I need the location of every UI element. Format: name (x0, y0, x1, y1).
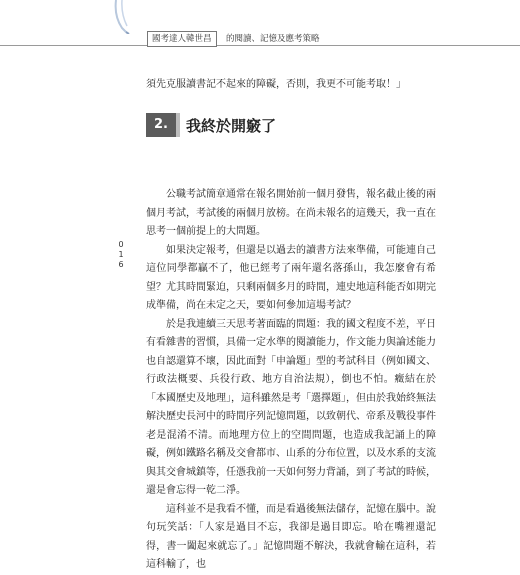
paragraph: 公職考試簡章通常在報名開始前一個月發售，報名截止後的兩個月考試，考試後的兩個月放榜。在尚未報名的這幾天，我一直在思考一個前提上的大問題。 (146, 189, 436, 237)
section-title: 我終於開竅了 (186, 117, 277, 135)
paragraph: 如果決定報考，但還是以過去的讀書方法來準備，可能連自己這位同學都贏不了，他已經考了兩年還名落孫山，我怎麼會有希望？尤其時間緊迫，只剩兩個多月的時間，連史地這科能否如期完成準備，尚在未定之天，要如何參加這場考試？ (146, 244, 436, 311)
intro-text-block (146, 76, 436, 95)
section-number-badge: 2. (146, 113, 176, 137)
body-text (146, 186, 436, 575)
quill-logo-icon (112, 0, 142, 34)
book-title: 國考達人韓世昌 (147, 31, 217, 47)
paragraph: 於是我連續三天思考著面臨的問題：我的國文程度不差，平日有看雜書的習慣，具備一定水準的閱讀能力，作文能力與論述能力也自認還算不壞，因此面對「申論題」型的考試科目（例如國文、行政法概要、兵役行政、地方自治法規），倒也不怕。癥結在於「本國歷史及地理」，這科雖然是考「選擇題」，但由於我始終無法解決歷史長河中的時間序列記憶問題，以致朝代、帝系及戰役事件老是混淆不清。而地理方位上的空間問題，也造成我記誦上的障礙，例如鐵路名稱及交會都市、山系的分布位置，以及水系的支流與其交會城鎮等，任憑我前一天如何努力背誦，到了考試的時候，還是會忘得一乾二淨。 (146, 318, 436, 496)
intro-paragraph: 須先克服讀書記不起來的障礙，否則，我更不可能考取！」 (146, 79, 406, 90)
paragraph: 這科並不是我看不懂，而是看過後無法儲存，記憶在腦中。說句玩笑話：「人家是過目不忘，我卻是過目即忘。哈在嘴裡還記得，書一闔起來就忘了。」記憶問題不解決，我就會輸在這科，若這科輸了，也 (146, 503, 436, 570)
page-number: 016 (118, 240, 124, 269)
book-subtitle: 的閱讀、記憶及應考策略 (226, 34, 320, 44)
